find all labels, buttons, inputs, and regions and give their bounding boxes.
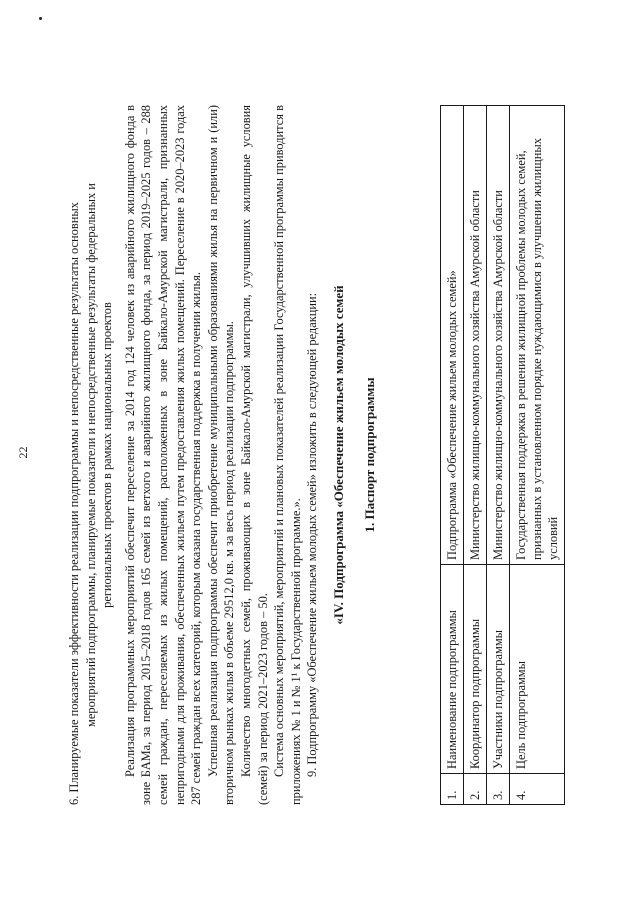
section-6-heading-line-1: 6. Планируемые показатели эффективности реализации подпрограммы и непосредственные результаты основных [67, 202, 81, 805]
row-number: 4. [510, 774, 565, 805]
paragraph-system-of-measures: Система основных мероприятий, мероприятий и плановых показателей реализации Государственной программы приводится в приложениях № 1 и № 1¹ к Государственной программе.». [272, 105, 303, 805]
table-row [487, 106, 510, 805]
section-6-heading-line-3: региональных проектов в рамках национальных проектов [100, 302, 115, 608]
row-number: 2. [464, 774, 487, 805]
row-name: Наименование подпрограммы [441, 565, 464, 774]
row-number: 3. [487, 774, 510, 805]
paragraph-item-9: 9. Подпрограмму «Обеспечение жильем молодых семей» изложить в следующей редакции: [305, 292, 320, 777]
row-value: Подпрограмма «Обеспечение жильем молодых семей» [441, 106, 464, 565]
section-6-heading-line-2: мероприятий подпрограммы, планируемые показатели и непосредственные результаты федеральных и [83, 183, 98, 727]
paragraph-resettlement: Реализация программных мероприятий обеспечит переселение за 2014 год 124 человек из аварийного жилищного фонда в зоне БАМа, за период 2015–2018 годов 165 семей из ветхого и аварийного жилищного фонда, за период 2019–2025 годов – 288 семей граждан, переселяемых из жилых помещений, расположенных в зоне Байкало-Амурской магистрали, признанных непригодными для проживания, обеспеченных жильем путем предоставления жилых помещений. Переселение в 2020–2023 годах 287 семей граждан всех категорий, которым оказана государственная поддержка в получении жилья. [122, 105, 204, 805]
page-number: 22 [16, 446, 30, 459]
subprogram-heading: «IV. Подпрограмма «Обеспечение жильем молодых семей [330, 285, 346, 625]
row-value: Государственная поддержка в решении жилищной проблемы молодых семей, признанных в установленном порядке нуждающимися в улучшении жилищных условий [510, 106, 565, 565]
table-row [441, 106, 464, 805]
document-body [66, 105, 378, 805]
row-name: Участники подпрограммы [487, 565, 510, 774]
paragraph-housing-purchase: Успешная реализация подпрограммы обеспечит приобретение муниципальными образованиями жилья на первичном и (или) вторичном рынках жилья в объеме 29512,0 кв. м за весь период реализации подпрограммы. [205, 105, 237, 805]
row-value: Министерство жилищно-коммунального хозяйства Амурской области [464, 106, 487, 565]
row-number: 1. [441, 774, 464, 805]
row-value: Министерство жилищно-коммунального хозяйства Амурской области [487, 106, 510, 565]
table-row [510, 106, 565, 805]
row-name: Цель подпрограммы [510, 565, 565, 774]
table-row [464, 106, 487, 805]
paragraph-large-families: Количество многодетных семей, проживающих в зоне Байкало-Амурской магистрали, улучшивших жилищные условия (семей) за период 2021–2023 годов – 50. [238, 105, 270, 805]
passport-table [440, 105, 565, 805]
passport-heading: 1. Паспорт подпрограммы [361, 377, 377, 533]
row-name: Координатор подпрограммы [464, 565, 487, 774]
